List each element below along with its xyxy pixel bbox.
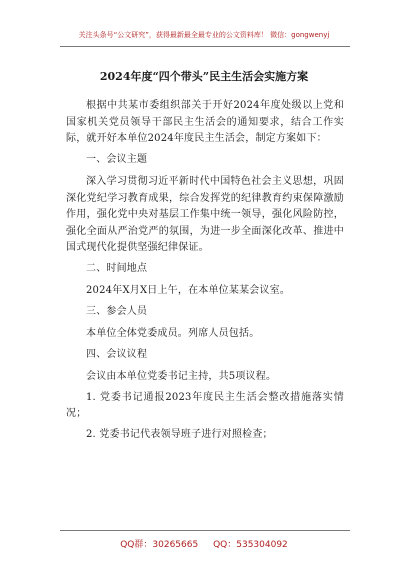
footer-qq-group: QQ群：30265665 — [120, 540, 199, 550]
section-heading-theme: 一、会议主题 — [86, 153, 148, 165]
theme-paragraph: 深入学习贯彻习近平新时代中国特色社会主义思想，巩固深化党纪学习教育成果，综合发挥党的纪律教育约束保障激励作用，强化党中央对基层工作集中统一领导，强化风险防控，强化全面从严治党严的氛围，为进一步全面深化改革、推进中国式现代化提供坚强纪律保证。 — [66, 176, 344, 253]
footer-contact — [0, 537, 408, 550]
document-title: 2024年度“四个带头”民主生活会实施方案 — [99, 70, 309, 83]
document-body — [66, 98, 344, 447]
agenda-intro-paragraph: 会议由本单位党委书记主持，共5项议程。 — [86, 371, 277, 382]
intro-paragraph: 根据中共某市委组织部关于开好2024年度处级以上党和国家机关党员领导干部民主生活会的通知要求，结合工作实际，就开好本单位2024年度民主生活会，制定方案如下： — [66, 100, 344, 144]
section-heading-agenda: 四、会议议程 — [86, 348, 148, 360]
agenda-item: 1. 党委书记通报2023年度民主生活会整改措施落实情况； — [66, 391, 344, 419]
footer-qq-number: QQ：535304092 — [213, 540, 288, 550]
header-promo-note: 关注头条号“公文研究”，获得最新最全最专业的公文资料库！ 微信：gongwenyj — [78, 31, 330, 39]
header-divider — [60, 46, 350, 47]
attendees-paragraph: 本单位全体党委成员。列席人员包括。 — [86, 328, 260, 339]
footer-divider — [60, 530, 350, 531]
section-heading-time-place: 二、时间地点 — [86, 262, 148, 274]
time-place-paragraph: 2024年X月X日上午，在本单位某某会议室。 — [86, 285, 291, 296]
section-heading-attendees: 三、参会人员 — [86, 305, 148, 317]
agenda-item: 2. 党委书记代表领导班子进行对照检查； — [86, 428, 273, 440]
